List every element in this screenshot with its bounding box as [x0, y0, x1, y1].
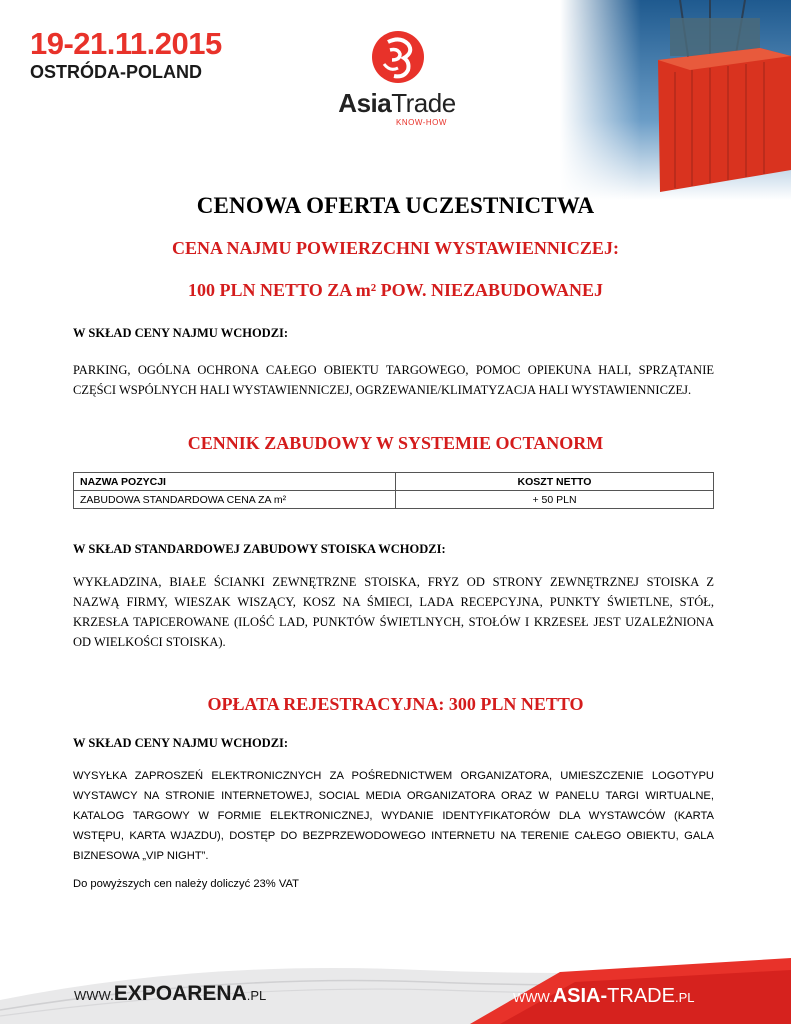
footer-left-main: EXPOARENA: [113, 982, 247, 1005]
table-header-name: NAZWA POZYCJI: [74, 473, 396, 491]
footer-link-expoarena[interactable]: [74, 982, 266, 1006]
section1-heading: CENA NAJMU POWIERZCHNI WYSTAWIENNICZEJ:: [172, 238, 619, 258]
footer-left-suffix: .PL: [246, 988, 267, 1003]
event-location: OSTRÓDA-POLAND: [30, 62, 202, 82]
section3-heading: OPŁATA REJESTRACYJNA: 300 PLN NETTO: [207, 694, 584, 714]
section1-text: PARKING, OGÓLNA OCHRONA CAŁEGO OBIEKTU TARGOWEGO, POMOC OPIEKUNA HALI, SPRZĄTANIE CZĘŚCI WSPÓLNYCH HALI WYSTAWIENNICZEJ, OGRZEWANIE/KLIMATYZACJA HALI WYSTAWIENNICZEJ.: [73, 363, 714, 397]
footer-link-asia-trade[interactable]: [513, 985, 694, 1008]
table-cell-name: ZABUDOWA STANDARDOWA CENA ZA m²: [74, 491, 396, 509]
table-row: [74, 491, 714, 509]
section3-text: WYSYŁKA ZAPROSZEŃ ELEKTRONICZNYCH ZA POŚREDNICTWEM ORGANIZATORA, UMIESZCZENIE LOGOTYPU WYSTAWCY NA STRONIE INTERNETOWEJ, SOCIAL MEDIA ORGANIZATORA ORAZ W PANELU TARGI WIRTUALNE, KATALOG TARGOWY W FORMIE ELEKTRONICZNEJ, WYDANIE IDENTYFIKATORÓW DLA WYSTAWCÓW (KARTA WSTĘPU, KARTA WJAZDU), DOSTĘP DO BEZPRZEWODOWEGO INTERNETU NA TERENIE CAŁEGO OBIEKTU, GALA BIZNESOWA „VIP NIGHT”.: [73, 770, 714, 862]
page-title: CENOWA OFERTA UCZESTNICTWA: [196, 193, 595, 218]
logo-wordmark: [332, 88, 462, 119]
event-date: 19-21.11.2015: [30, 26, 222, 61]
vat-note: Do powyższych cen należy doliczyć 23% VAT: [73, 878, 299, 890]
section2-text: WYKŁADZINA, BIAŁE ŚCIANKI ZEWNĘTRZNE STOISKA, FRYZ OD STRONY ZEWNĘTRZNEJ STOISKA Z NAZWĄ FIRMY, WIESZAK WISZĄCY, KOSZ NA ŚMIECI, LADA RECEPCYJNA, PUNKTY ŚWIETLNE, STÓŁ, KRZESŁA TAPICEROWANE (ILOŚĆ LAD, PUNKTÓW ŚWIETLNYCH, STOŁÓW I KRZESEŁ JEST UZALEŻNIONA OD WIELKOŚCI STOISKA).: [73, 575, 714, 649]
footer-right-main: ASIA-: [552, 985, 608, 1007]
table-header-row: [74, 473, 714, 491]
logo-word-trade: Trade: [391, 88, 456, 118]
footer-right-prefix: WWW.: [513, 990, 553, 1005]
shipping-container-image: [560, 0, 791, 200]
section2-label: W SKŁAD STANDARDOWEJ ZABUDOWY STOISKA WCHODZI:: [73, 542, 446, 556]
section3-label: W SKŁAD CENY NAJMU WCHODZI:: [73, 736, 289, 750]
price-table: [73, 472, 714, 509]
footer-swoosh-graphic: [0, 930, 791, 1024]
asia-trade-logo: [332, 28, 462, 128]
section2-heading: CENNIK ZABUDOWY W SYSTEMIE OCTANORM: [187, 433, 604, 453]
footer-right-suffix: .PL: [674, 990, 695, 1005]
logo-tagline: KNOW-HOW: [396, 118, 447, 127]
table-cell-cost: + 50 PLN: [396, 491, 714, 509]
logo-word-asia: Asia: [338, 88, 392, 118]
section1-label: W SKŁAD CENY NAJMU WCHODZI:: [73, 326, 289, 340]
section1-price: 100 PLN NETTO ZA m² POW. NIEZABUDOWANEJ: [188, 280, 603, 300]
footer-left-prefix: WWW.: [74, 988, 114, 1003]
asia-trade-emblem-icon: [370, 28, 426, 86]
footer-right-tail: TRADE: [607, 985, 675, 1007]
table-header-cost: KOSZT NETTO: [396, 473, 714, 491]
